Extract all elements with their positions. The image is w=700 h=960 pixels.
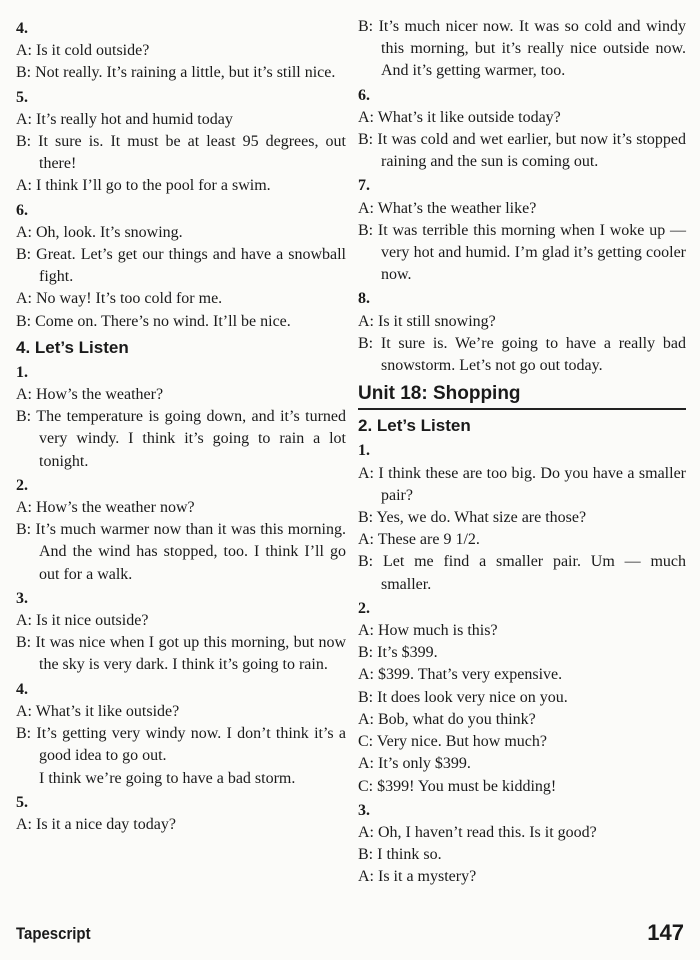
dialogue-line: B: It was cold and wet earlier, but now it’s stopped raining and the sun is coming out. (358, 131, 686, 171)
dialogue-line: B: Not really. It’s raining a little, but it’s still nice. (16, 64, 336, 82)
item-number: 5. (16, 793, 28, 811)
dialogue-line: B: Come on. There’s no wind. It’ll be nice. (16, 312, 291, 330)
item-number: 4. (16, 680, 28, 698)
page-number: 147 (647, 920, 684, 945)
dialogue-line: B: It’s getting very windy now. I don’t think it’s a good idea to go out. (16, 725, 346, 765)
dialogue-line: A: I think these are too big. Do you have a smaller pair? (358, 464, 686, 504)
unit-title: Unit 18: Shopping (358, 383, 686, 410)
item-number: 3. (16, 589, 28, 607)
item-number: 2. (358, 599, 370, 617)
dialogue-line: B: Let me find a smaller pair. Um — much smaller. (358, 553, 686, 593)
item-number: 7. (358, 177, 370, 195)
section-heading: 2. Let’s Listen (358, 416, 471, 436)
dialogue-line: A: Is it nice outside? (16, 612, 149, 630)
dialogue-line: A: Is it cold outside? (16, 42, 150, 60)
dialogue-line: A: What’s it like outside today? (358, 108, 561, 126)
dialogue-line: B: Great. Let’s get our things and have a snowball fight. (16, 246, 346, 286)
dialogue-line: B: It’s $399. (358, 644, 438, 662)
dialogue-line: A: Bob, what do you think? (358, 710, 536, 728)
dialogue-line: A: What’s it like outside? (16, 702, 180, 720)
dialogue-line: B: It was terrible this morning when I woke up — very hot and humid. I’m glad it’s getting cooler now. (358, 221, 686, 284)
footer-section-title: Tapescript (16, 924, 91, 943)
dialogue-line: A: How’s the weather now? (16, 499, 195, 517)
dialogue-line: A: Is it a nice day today? (16, 815, 176, 833)
dialogue-line: B: It’s much warmer now than it was this morning. And the wind has stopped, too. I think I’ll go out for a walk. (16, 521, 346, 583)
dialogue-line: B: It was nice when I got up this morning, but now the sky is very dark. I think it’s going to rain. (16, 634, 346, 674)
dialogue-line: C: $399! You must be kidding! (358, 777, 557, 795)
dialogue-line: C: Very nice. But how much? (358, 733, 548, 751)
left-column (16, 16, 346, 836)
item-number: 8. (358, 290, 370, 308)
item-number: 4. (16, 20, 28, 37)
dialogue-line: A: It’s only $399. (358, 755, 471, 773)
right-column (358, 16, 686, 889)
dialogue-line: A: No way! It’s too cold for me. (16, 290, 223, 308)
dialogue-line: A: Is it a mystery? (358, 868, 477, 886)
dialogue-line: B: The temperature is going down, and it’s turned very windy. I think it’s going to rain a lot tonight. (16, 408, 346, 470)
item-number: 3. (358, 801, 370, 819)
dialogue-line: B: I think so. (358, 846, 442, 864)
dialogue-line: A: It’s really hot and humid today (16, 110, 233, 128)
dialogue-line: A: How’s the weather? (16, 386, 164, 404)
dialogue-line: B: It’s much nicer now. It was so cold and windy this morning, but it’s really nice outside now. And it’s getting warmer, too. (358, 18, 686, 80)
dialogue-line: B: It sure is. It must be at least 95 degrees, out there! (16, 133, 346, 173)
section-heading: 4. Let’s Listen (16, 337, 129, 357)
item-number: 6. (358, 86, 370, 104)
dialogue-line: B: It sure is. We’re going to have a really bad snowstorm. Let’s not go out today. (358, 334, 686, 375)
dialogue-line: A: How much is this? (358, 622, 498, 640)
item-number: 6. (16, 201, 28, 219)
dialogue-line: A: $399. That’s very expensive. (358, 666, 563, 684)
dialogue-line: A: Oh, look. It’s snowing. (16, 223, 183, 241)
dialogue-line: A: What’s the weather like? (358, 199, 537, 217)
item-number: 1. (358, 442, 370, 460)
dialogue-line: A: I think I’ll go to the pool for a swim. (16, 177, 271, 195)
dialogue-line: B: Yes, we do. What size are those? (358, 509, 587, 527)
item-number: 1. (16, 363, 28, 381)
item-number: 5. (16, 88, 28, 106)
dialogue-line: A: Is it still snowing? (358, 312, 496, 330)
dialogue-continuation: I think we’re going to have a bad storm. (39, 769, 296, 787)
item-number: 2. (16, 476, 28, 494)
dialogue-line: A: These are 9 1/2. (358, 531, 480, 549)
dialogue-line: B: It does look very nice on you. (358, 688, 568, 706)
dialogue-line: A: Oh, I haven’t read this. Is it good? (358, 823, 597, 841)
